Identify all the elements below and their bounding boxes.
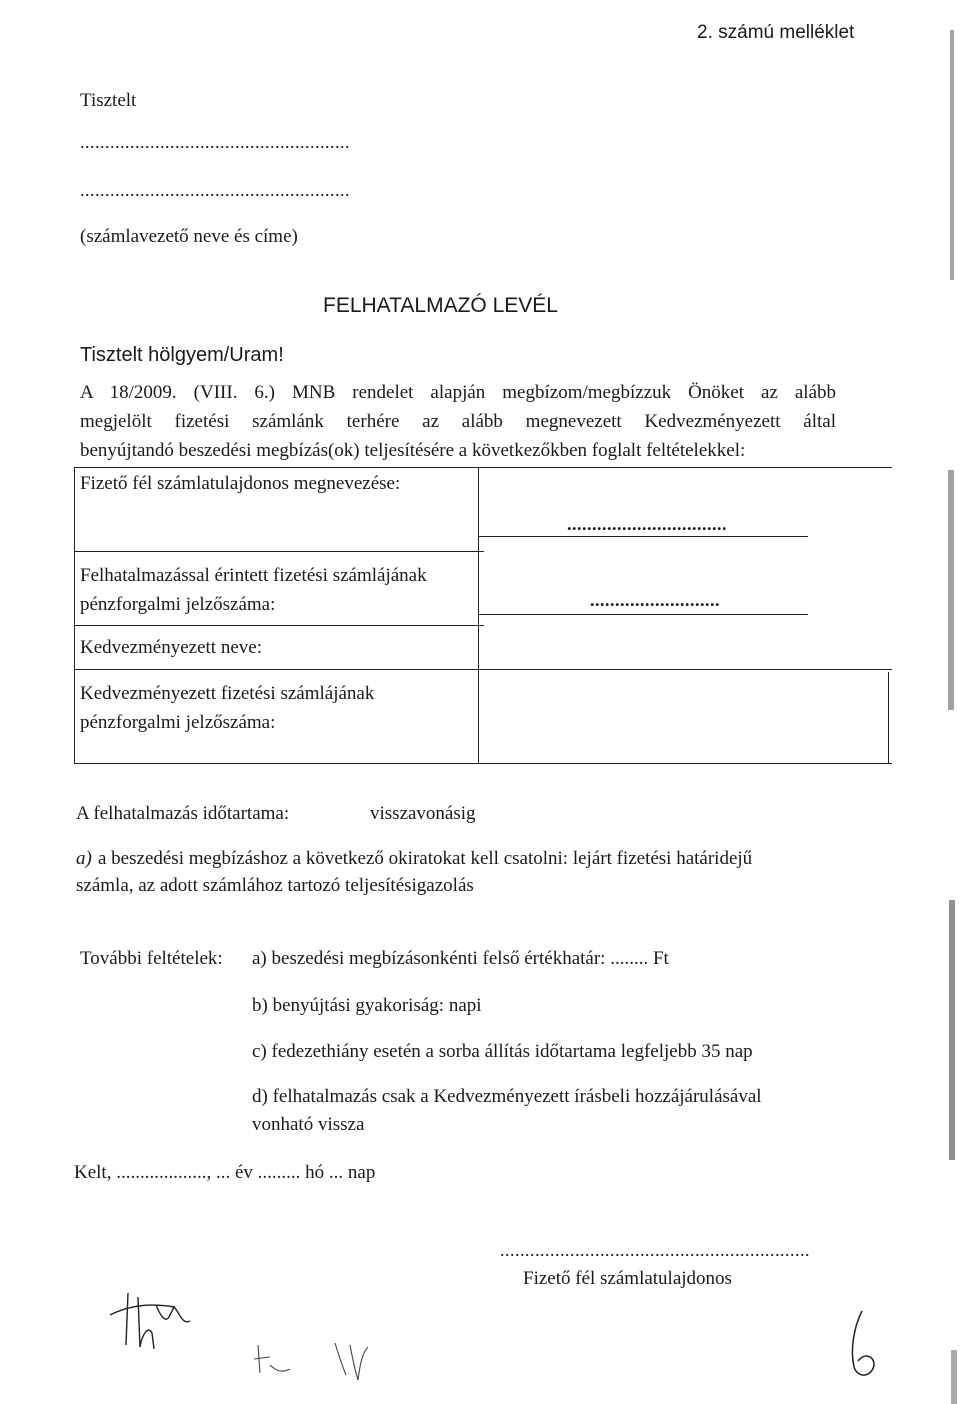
beneficiary-account-label-1: Kedvezményezett fizetési számlájának: [80, 683, 375, 704]
intro-line-3: benyújtandó beszedési megbízás(ok) teljesítésére a következőkben foglalt feltételekkel:: [80, 440, 746, 461]
condition-a-line-1: a beszedési megbízáshoz a következő okiratokat kell csatolni: lejárt fizetési határidejű: [98, 848, 753, 869]
duration-value: visszavonásig: [370, 803, 476, 824]
intro-line-2: megjelölt fizetési számlánk terhére az alább megnevezett Kedvezményezett által: [80, 411, 836, 432]
further-c: c) fedezethiány esetén a sorba állítás időtartama legfeljebb 35 nap: [252, 1041, 753, 1062]
account-value: ..........................: [590, 590, 720, 610]
further-b: b) benyújtási gyakoriság: napi: [252, 995, 482, 1016]
recipient-line-1: ......................................................: [80, 132, 350, 152]
date-line: Kelt, ..................., ... év ......... hó ... nap: [74, 1162, 376, 1183]
account-label-2: pénzforgalmi jelzőszáma:: [80, 594, 276, 615]
intro-line-1: A 18/2009. (VIII. 6.) MNB rendelet alapján megbízom/megbízzuk Önöket az alább: [80, 382, 836, 403]
signature-caption: Fizető fél számlatulajdonos: [523, 1268, 732, 1289]
greeting: Tisztelt hölgyem/Uram!: [80, 344, 284, 366]
further-label: További feltételek:: [80, 948, 223, 969]
payer-name-value: ................................: [567, 514, 727, 534]
duration-label: A felhatalmazás időtartama:: [76, 803, 290, 824]
handwritten-initials: [250, 1325, 390, 1385]
recipient-caption: (számlavezető neve és címe): [80, 226, 298, 247]
recipient-line-2: ......................................................: [80, 180, 350, 200]
condition-a-marker: a): [76, 848, 92, 869]
handwritten-signature: [100, 1285, 220, 1375]
beneficiary-account-label-2: pénzforgalmi jelzőszáma:: [80, 712, 276, 733]
beneficiary-label: Kedvezményezett neve:: [80, 637, 262, 658]
further-a: a) beszedési megbízásonkénti felső értékhatár: ........ Ft: [252, 948, 669, 969]
further-d-line-2: vonható vissza: [252, 1114, 365, 1135]
condition-a-line-2: számla, az adott számlához tartozó teljesítésigazolás: [76, 875, 474, 896]
annex-label: 2. számú melléklet: [697, 22, 855, 43]
scan-edge-mark: [946, 0, 960, 1404]
recipient-salutation: Tisztelt: [80, 90, 137, 111]
further-d-line-1: d) felhatalmazás csak a Kedvezményezett írásbeli hozzájárulásával: [252, 1086, 762, 1107]
account-label-1: Felhatalmazással érintett fizetési számlájának: [80, 565, 427, 586]
signature-line: ..............................................................: [500, 1240, 810, 1260]
handwritten-page-number: [840, 1305, 890, 1385]
payer-name-label: Fizető fél számlatulajdonos megnevezése:: [80, 473, 401, 494]
document-title: FELHATALMAZÓ LEVÉL: [323, 294, 558, 317]
